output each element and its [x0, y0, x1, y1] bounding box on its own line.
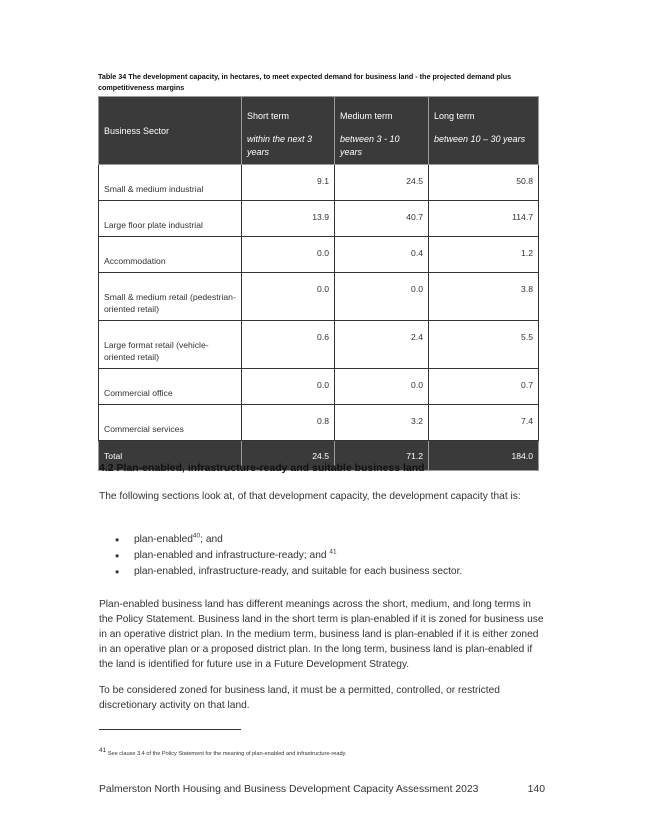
row-medium: 0.0	[335, 369, 429, 405]
row-short: 9.1	[242, 165, 335, 201]
row-short: 13.9	[242, 201, 335, 237]
row-long: 3.8	[429, 273, 539, 321]
page-number: 140	[527, 784, 545, 795]
footnote-ref-40[interactable]: 40	[192, 532, 201, 540]
row-long: 5.5	[429, 321, 539, 369]
footnote-ref-41[interactable]: 41	[329, 548, 337, 556]
table-row	[99, 201, 539, 237]
row-short: 0.6	[242, 321, 335, 369]
row-sector: Small & medium retail (pedestrian-oriented retail)	[99, 273, 242, 321]
table-row	[99, 321, 539, 369]
paragraph-plan-enabled: Plan-enabled business land has different meanings across the short, medium, and long terms in the Policy Statement. Business land in the short term is plan-enabled if it is zoned for business use in an operative district plan. In the medium term, business land is plan-enabled if it is either zoned in an operative plan or a proposed district plan. In the long term, business land is plan-enabled if the land is identified for future use in a Future Development Strategy.	[99, 599, 544, 670]
row-sector: Accommodation	[99, 237, 242, 273]
row-medium: 3.2	[335, 405, 429, 441]
row-long: 114.7	[429, 201, 539, 237]
header-medium-term: Medium term between 3 - 10 years	[335, 97, 429, 165]
row-long: 0.7	[429, 369, 539, 405]
table-row	[99, 369, 539, 405]
row-sector: Large format retail (vehicle-oriented retail)	[99, 321, 242, 369]
list-item: • plan-enabled and infrastructure-ready; and $^{41}$	[99, 548, 462, 564]
row-medium: 2.4	[335, 321, 429, 369]
row-long: 1.2	[429, 237, 539, 273]
row-short: 0.0	[242, 237, 335, 273]
row-long: 50.8	[429, 165, 539, 201]
list-item: • plan-enabled$^{40}$; and	[99, 532, 462, 548]
footnote	[99, 747, 347, 757]
row-short: 0.0	[242, 273, 335, 321]
row-medium: 24.5	[335, 165, 429, 201]
footnote-divider	[99, 729, 241, 730]
table-caption: Table 34 The development capacity, in hectares, to meet expected demand for business land - the projected demand plus competitiveness margins	[98, 72, 512, 92]
row-sector: Commercial office	[99, 369, 242, 405]
header-long-term: Long term between 10 – 30 years	[429, 97, 539, 165]
row-short: 0.0	[242, 369, 335, 405]
total-short: 24.5	[242, 441, 335, 471]
row-short: 0.8	[242, 405, 335, 441]
table-row	[99, 165, 539, 201]
total-medium: 71.2	[335, 441, 429, 471]
intro-paragraph: The following sections look at, of that development capacity, the development capacity that is:	[99, 491, 521, 502]
total-label: Total	[99, 441, 242, 471]
page-footer	[99, 784, 545, 795]
row-sector: Small & medium industrial	[99, 165, 242, 201]
footnote-text: See clause 3.4 of the Policy Statement for the meaning of plan-enabled and infrastructure-ready.	[106, 751, 347, 757]
list-item: • plan-enabled, infrastructure-ready, and suitable for each business sector.	[99, 564, 462, 580]
row-medium: 40.7	[335, 201, 429, 237]
table-row	[99, 405, 539, 441]
row-medium: 0.4	[335, 237, 429, 273]
row-sector: Large floor plate industrial	[99, 201, 242, 237]
row-long: 7.4	[429, 405, 539, 441]
row-sector: Commercial services	[99, 405, 242, 441]
section-heading: 4.2 Plan-enabled, infrastructure-ready and suitable business land	[99, 462, 425, 474]
header-business-sector: Business Sector	[99, 97, 242, 165]
capacity-table	[98, 96, 539, 471]
total-long: 184.0	[429, 441, 539, 471]
paragraph-zoned: To be considered zoned for business land, it must be a permitted, controlled, or restricted discretionary activity on that land.	[99, 685, 500, 711]
table-row	[99, 237, 539, 273]
row-medium: 0.0	[335, 273, 429, 321]
table-header-row	[99, 97, 539, 165]
table-row	[99, 273, 539, 321]
footnote-number: 41	[99, 747, 107, 755]
bullet-list	[99, 532, 462, 580]
header-short-term: Short term within the next 3 years	[242, 97, 335, 165]
footer-title: Palmerston North Housing and Business Development Capacity Assessment 2023	[99, 784, 479, 795]
